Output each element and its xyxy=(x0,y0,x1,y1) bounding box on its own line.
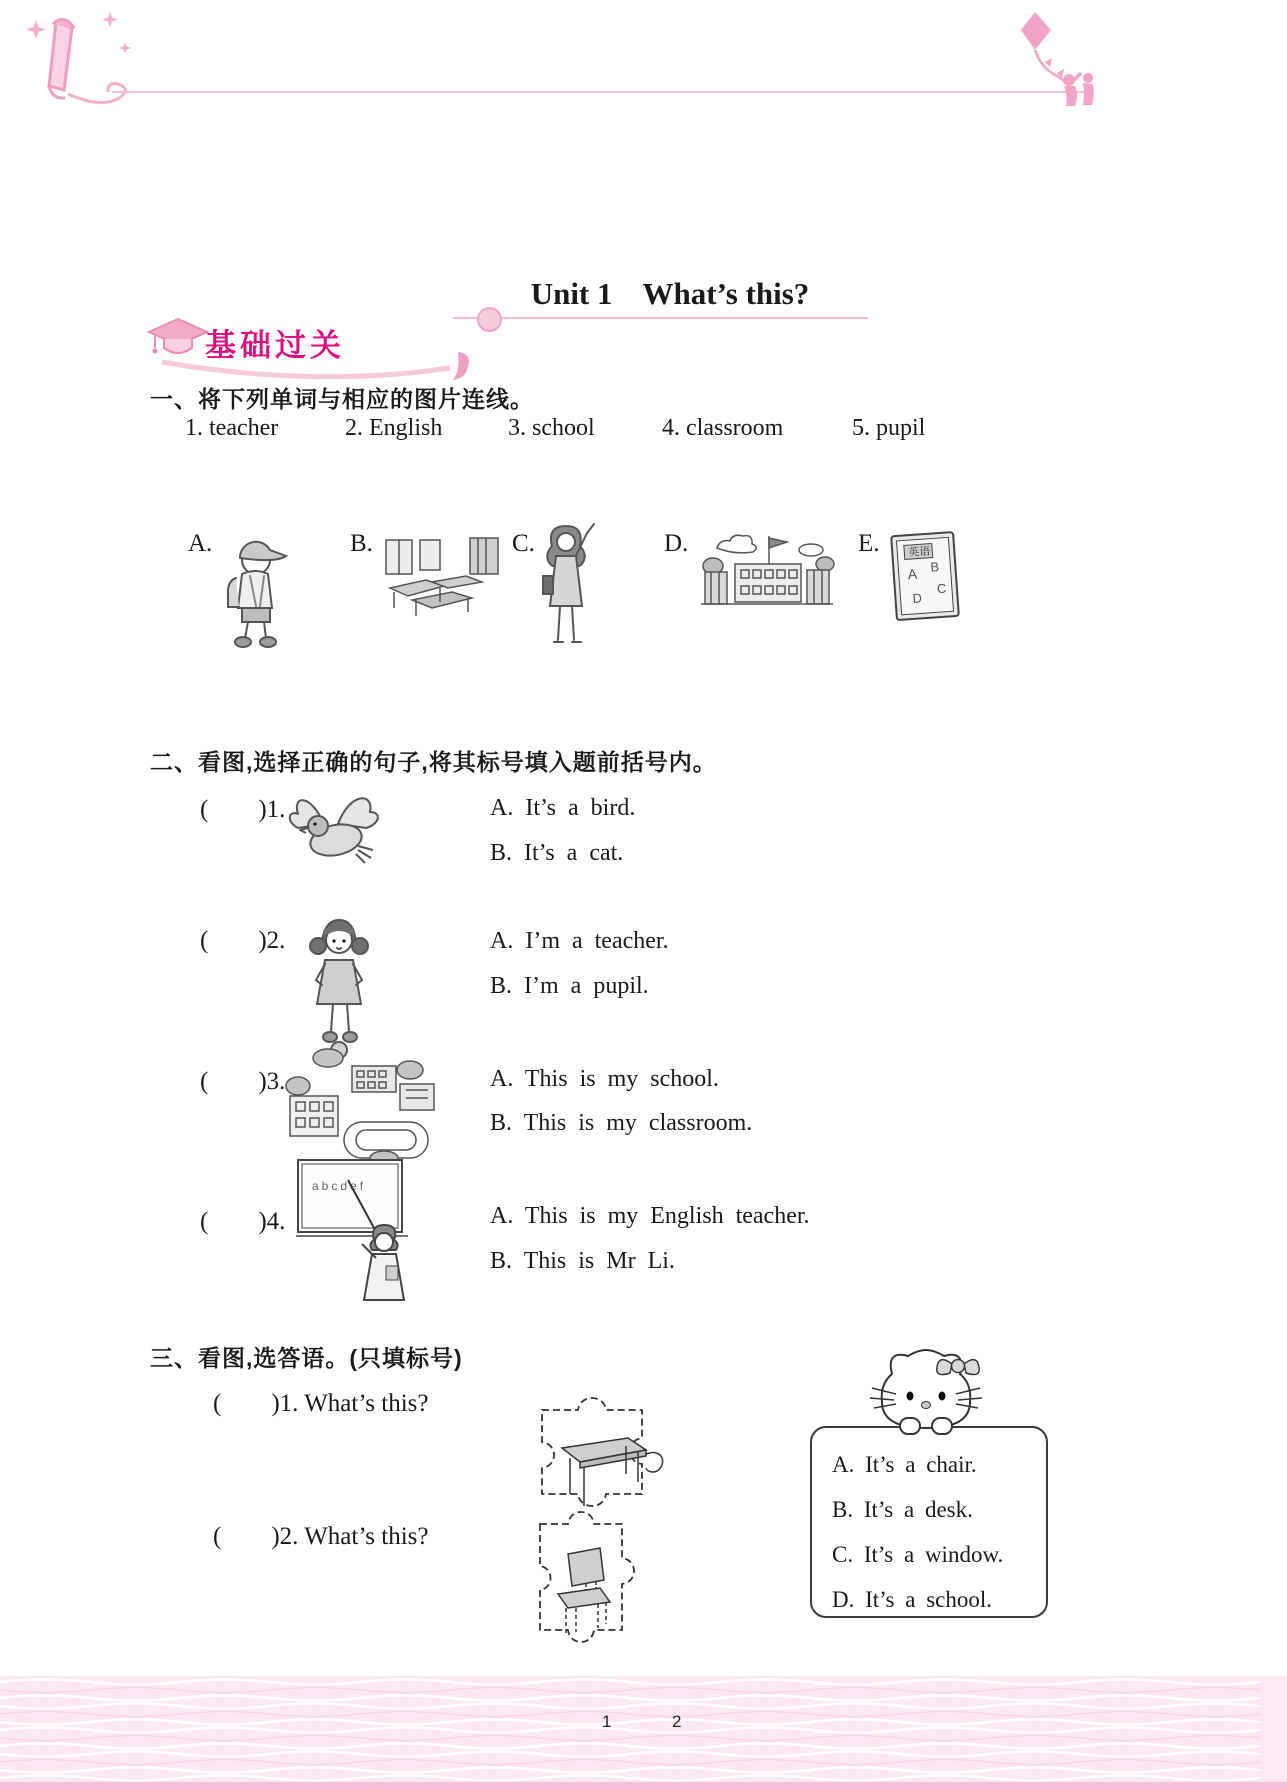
section-badge: 基础过关 xyxy=(205,328,345,363)
bird-image xyxy=(280,788,398,876)
question-2: ( )2. What’s this? xyxy=(213,1523,429,1550)
exercise2-heading: 二、看图,选择正确的句子,将其标号填入题前括号内。 xyxy=(150,749,717,775)
chair-puzzle-image xyxy=(516,1496,646,1668)
english-book-image xyxy=(886,528,968,626)
svg-text:D: D xyxy=(912,590,923,606)
svg-text:A: A xyxy=(907,565,918,583)
answer-d: D. It’s a school. xyxy=(832,1587,993,1612)
picture-label-a: A. xyxy=(188,530,213,557)
option-b: B. I’m a pupil. xyxy=(490,973,649,999)
answer-bracket-2: ( )2. xyxy=(200,927,286,954)
answer-bracket-4: ( )4. xyxy=(200,1208,286,1235)
answer-choices-box xyxy=(810,1426,1048,1618)
footer-wave-graphic xyxy=(0,1676,1287,1789)
school-campus-image xyxy=(282,1038,440,1166)
school-building-image xyxy=(695,534,837,618)
answer-bracket-1: ( )1. xyxy=(200,796,286,823)
title-underline xyxy=(453,317,868,319)
graduation-cap-icon xyxy=(147,317,209,367)
answer-a: A. It’s a chair. xyxy=(832,1452,977,1477)
page-number-1: 1 xyxy=(602,1712,612,1731)
unit-number-label: Unit 1 xyxy=(530,276,613,311)
page-title xyxy=(440,276,900,312)
word-item: 1. teacher xyxy=(185,415,279,441)
word-item: 3. school xyxy=(508,415,595,441)
option-a: A. This is my school. xyxy=(490,1066,719,1092)
option-a: A. This is my English teacher. xyxy=(490,1203,810,1229)
option-a: A. I’m a teacher. xyxy=(490,928,669,954)
picture-label-e: E. xyxy=(858,530,880,557)
word-item: 2. English xyxy=(345,415,443,441)
unit-question-label: What’s this? xyxy=(642,276,810,311)
word-item: 5. pupil xyxy=(852,415,926,441)
classroom-desks-image xyxy=(382,536,502,620)
option-b: B. It’s a cat. xyxy=(490,840,624,866)
page-number-2: 2 xyxy=(672,1712,682,1731)
svg-text:abcdef: abcdef xyxy=(312,1179,367,1193)
svg-text:B: B xyxy=(929,559,940,575)
exercise3-heading: 三、看图,选答语。(只填标号) xyxy=(150,1345,463,1371)
answer-bracket-3: ( )3. xyxy=(200,1068,286,1095)
picture-label-b: B. xyxy=(350,530,373,557)
kite-children-graphic xyxy=(1003,10,1099,110)
option-b: B. This is Mr Li. xyxy=(490,1248,675,1274)
header-divider xyxy=(112,91,1084,93)
exercise1-heading: 一、将下列单词与相应的图片连线。 xyxy=(150,386,534,412)
answer-b: B. It’s a desk. xyxy=(832,1497,973,1522)
pupil-boy-image xyxy=(212,526,298,650)
svg-text:C: C xyxy=(936,580,947,597)
hello-kitty-image xyxy=(862,1344,990,1436)
option-b: B. This is my classroom. xyxy=(490,1110,753,1136)
option-a: A. It’s a bird. xyxy=(490,795,636,821)
word-item: 4. classroom xyxy=(662,415,784,441)
question-1: ( )1. What’s this? xyxy=(213,1390,429,1417)
answer-c: C. It’s a window. xyxy=(832,1542,1004,1567)
picture-label-c: C. xyxy=(512,530,535,557)
teacher-pointing-image xyxy=(534,520,598,652)
wand-ornament-graphic xyxy=(22,6,140,126)
svg-text:英语: 英语 xyxy=(907,545,931,560)
picture-label-d: D. xyxy=(664,530,689,557)
teacher-blackboard-image xyxy=(288,1152,440,1304)
